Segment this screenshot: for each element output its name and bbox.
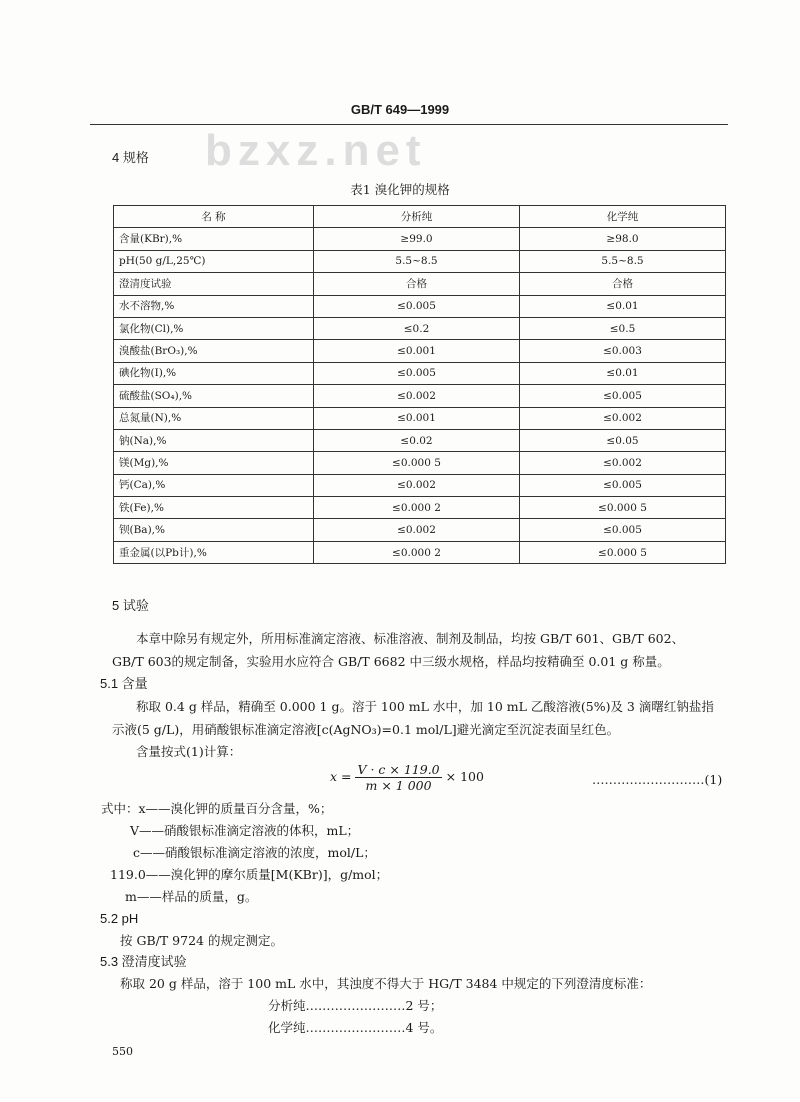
chemical-grade-cell: ≤0.000 5 bbox=[520, 497, 726, 519]
chemical-grade-cell: ≤0.01 bbox=[520, 295, 726, 317]
watermark: bzxz.net bbox=[205, 126, 427, 175]
body-line: 含量按式(1)计算： bbox=[136, 744, 242, 759]
item-name-cell: 含量(KBr),% bbox=[114, 228, 314, 250]
formula-label: ………………………(1) bbox=[592, 772, 723, 787]
section-5-3-heading: 5.3 澄清度试验 bbox=[100, 954, 187, 969]
analytical-grade-cell: 5.5~8.5 bbox=[314, 250, 520, 272]
table-row bbox=[114, 474, 726, 496]
chemical-grade-cell: ≤0.005 bbox=[520, 385, 726, 407]
table-caption: 表1 溴化钾的规格 bbox=[350, 182, 450, 197]
analytical-grade-cell: ≤0.002 bbox=[314, 385, 520, 407]
table-row bbox=[114, 385, 726, 407]
chemical-grade-cell: 合格 bbox=[520, 273, 726, 295]
chemical-grade-cell: ≥98.0 bbox=[520, 228, 726, 250]
where-line: V——硝酸银标准滴定溶液的体积，mL； bbox=[130, 823, 360, 838]
body-line: 示液(5 g/L)，用硝酸银标准滴定溶液[c(AgNO₃)=0.1 mol/L]避光滴定至沉淀表面呈红色。 bbox=[112, 722, 620, 737]
item-name-cell: 镁(Mg),% bbox=[114, 452, 314, 474]
analytical-grade-cell: ≤0.002 bbox=[314, 519, 520, 541]
formula-1 bbox=[330, 762, 484, 793]
analytical-grade-cell: ≤0.2 bbox=[314, 317, 520, 339]
chemical-grade-cell: 5.5~8.5 bbox=[520, 250, 726, 272]
item-name-cell: 水不溶物,% bbox=[114, 295, 314, 317]
analytical-grade-cell: ≤0.02 bbox=[314, 429, 520, 451]
analytical-grade-cell: ≤0.005 bbox=[314, 362, 520, 384]
chemical-grade-cell: ≤0.005 bbox=[520, 474, 726, 496]
analytical-grade-cell: ≤0.001 bbox=[314, 407, 520, 429]
body-line: 按 GB/T 9724 的规定测定。 bbox=[120, 933, 283, 948]
chemical-grade-cell: ≤0.005 bbox=[520, 519, 726, 541]
intro-line: GB/T 603的规定制备，实验用水应符合 GB/T 6682 中三级水规格，样品均按精确至 0.01 g 称量。 bbox=[112, 654, 670, 669]
item-name-cell: 铁(Fe),% bbox=[114, 497, 314, 519]
item-name-cell: 钠(Na),% bbox=[114, 429, 314, 451]
analytical-grade-cell: ≤0.000 2 bbox=[314, 541, 520, 563]
section-5-1-heading: 5.1 含量 bbox=[100, 676, 148, 691]
section-5-heading: 5 试验 bbox=[112, 598, 149, 613]
analytical-grade-cell: ≤0.000 2 bbox=[314, 497, 520, 519]
item-name-cell: 重金属(以Pb计),% bbox=[114, 541, 314, 563]
chemical-grade-cell: ≤0.002 bbox=[520, 407, 726, 429]
body-line: 称取 0.4 g 样品，精确至 0.000 1 g。溶于 100 mL 水中，加 10 mL 乙酸溶液(5%)及 3 滴曙红钠盐指 bbox=[136, 699, 714, 714]
table-row bbox=[114, 250, 726, 272]
item-name-cell: 钡(Ba),% bbox=[114, 519, 314, 541]
table-row bbox=[114, 317, 726, 339]
table-row bbox=[114, 429, 726, 451]
table-row bbox=[114, 497, 726, 519]
table-row bbox=[114, 362, 726, 384]
spec-table bbox=[113, 205, 726, 564]
table-row bbox=[114, 295, 726, 317]
table-row bbox=[114, 407, 726, 429]
analytical-grade-cell: ≤0.001 bbox=[314, 340, 520, 362]
where-line: 119.0——溴化钾的摩尔质量[M(KBr)]，g/mol； bbox=[110, 867, 389, 882]
header-cell: 分析纯 bbox=[314, 206, 520, 228]
body-line: 称取 20 g 样品，溶于 100 mL 水中，其浊度不得大于 HG/T 3484 中规定的下列澄清度标准： bbox=[120, 976, 652, 991]
item-name-cell: 碘化物(I),% bbox=[114, 362, 314, 384]
table-row bbox=[114, 340, 726, 362]
fraction bbox=[355, 762, 441, 793]
table-row bbox=[114, 228, 726, 250]
analytical-grade-cell: ≤0.002 bbox=[314, 474, 520, 496]
item-name-cell: 氯化物(Cl),% bbox=[114, 317, 314, 339]
item-name-cell: 总氮量(N),% bbox=[114, 407, 314, 429]
where-line: 式中：x——溴化钾的质量百分含量，%； bbox=[101, 801, 333, 816]
table-row bbox=[114, 519, 726, 541]
chemical-grade-cell: ≤0.000 5 bbox=[520, 541, 726, 563]
chemical-grade-cell: ≤0.002 bbox=[520, 452, 726, 474]
chemical-grade-cell: ≤0.003 bbox=[520, 340, 726, 362]
item-name-cell: 硫酸盐(SO₄),% bbox=[114, 385, 314, 407]
item-name-cell: 澄清度试验 bbox=[114, 273, 314, 295]
chemical-grade-cell: ≤0.01 bbox=[520, 362, 726, 384]
header-rule bbox=[90, 124, 728, 125]
item-name-cell: pH(50 g/L,25℃) bbox=[114, 250, 314, 272]
header-cell: 化学纯 bbox=[520, 206, 726, 228]
analytical-grade-cell: ≤0.005 bbox=[314, 295, 520, 317]
chemical-grade-cell: ≤0.05 bbox=[520, 429, 726, 451]
where-line: c——硝酸银标准滴定溶液的浓度，mol/L； bbox=[133, 845, 376, 860]
section-5-2-heading: 5.2 pH bbox=[100, 911, 139, 926]
table-row bbox=[114, 273, 726, 295]
table-header-row bbox=[114, 206, 726, 228]
where-line: m——样品的质量，g。 bbox=[125, 889, 258, 904]
analytical-grade-cell: ≥99.0 bbox=[314, 228, 520, 250]
denominator: m × 1 000 bbox=[365, 778, 432, 793]
header-cell: 名 称 bbox=[114, 206, 314, 228]
chemical-grade-cell: ≤0.5 bbox=[520, 317, 726, 339]
table-row bbox=[114, 541, 726, 563]
analytical-grade-cell: ≤0.000 5 bbox=[314, 452, 520, 474]
formula-tail: × 100 bbox=[445, 769, 484, 784]
analytical-grade-cell: 合格 bbox=[314, 273, 520, 295]
standard-header: GB/T 649—1999 bbox=[350, 102, 450, 117]
item-name-cell: 钙(Ca),% bbox=[114, 474, 314, 496]
list-item: 分析纯……………………2 号； bbox=[268, 998, 443, 1013]
numerator: V · c × 119.0 bbox=[357, 762, 440, 777]
item-name-cell: 溴酸盐(BrO₃),% bbox=[114, 340, 314, 362]
formula-lhs: x = bbox=[330, 769, 352, 784]
section-4-heading: 4 规格 bbox=[112, 150, 149, 165]
page-number: 550 bbox=[112, 1045, 133, 1058]
list-item: 化学纯……………………4 号。 bbox=[268, 1020, 443, 1035]
table-row bbox=[114, 452, 726, 474]
intro-line: 本章中除另有规定外，所用标准滴定溶液、标准溶液、制剂及制品，均按 GB/T 601、GB/T 602、 bbox=[136, 631, 685, 646]
